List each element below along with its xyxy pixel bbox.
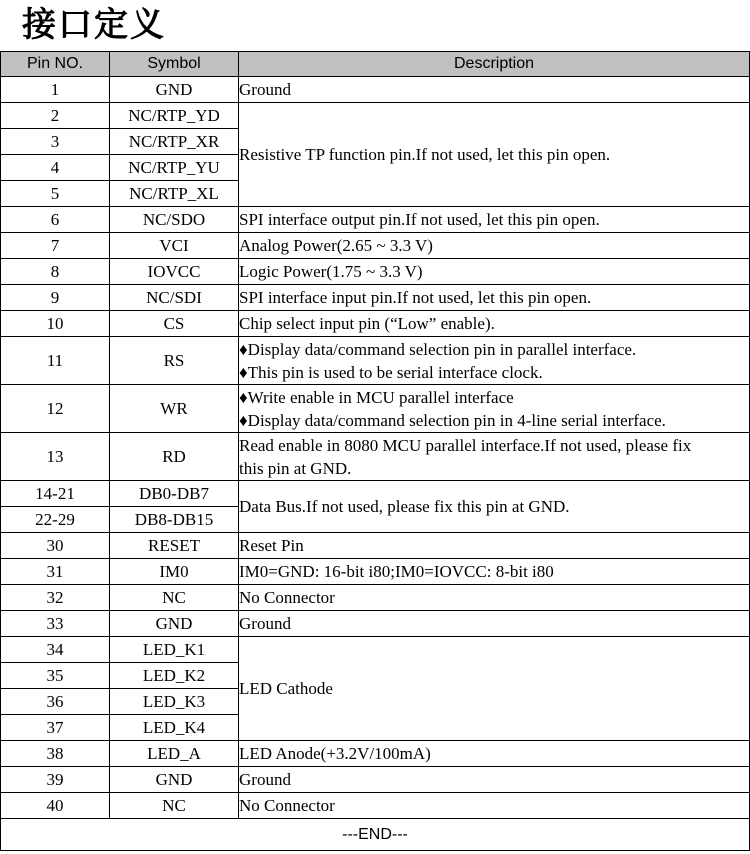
- table-footer-row: [1, 819, 750, 851]
- pin-description: [239, 385, 750, 433]
- pin-number: 4: [1, 155, 110, 181]
- description-line: ♦Display data/command selection pin in 4-line serial interface.: [239, 410, 666, 430]
- pin-description: [239, 207, 750, 233]
- pin-description: [239, 337, 750, 385]
- description-line: LED Cathode: [239, 679, 333, 698]
- pin-symbol: LED_A: [110, 741, 239, 767]
- header-description: Description: [239, 52, 750, 77]
- pin-number: 30: [1, 533, 110, 559]
- description-line: No Connector: [239, 796, 335, 815]
- description-line: Data Bus.If not used, please fix this pin at GND.: [239, 497, 570, 516]
- description-line: Resistive TP function pin.If not used, let this pin open.: [239, 145, 611, 164]
- table-header-row: [1, 52, 750, 77]
- page-title: 接口定义: [22, 5, 166, 45]
- description-line: IM0=GND: 16-bit i80;IM0=IOVCC: 8-bit i80: [239, 562, 554, 581]
- pin-description: [239, 585, 750, 611]
- pin-symbol: NC: [110, 585, 239, 611]
- description-line: this pin at GND.: [239, 458, 352, 478]
- pin-symbol: GND: [110, 767, 239, 793]
- pin-symbol: NC/RTP_XL: [110, 181, 239, 207]
- description-line: Ground: [239, 80, 291, 99]
- pin-symbol: LED_K2: [110, 663, 239, 689]
- pin-symbol: LED_K1: [110, 637, 239, 663]
- table-row: [1, 481, 750, 507]
- pin-symbol: RESET: [110, 533, 239, 559]
- table-row: [1, 259, 750, 285]
- pin-number: 37: [1, 715, 110, 741]
- pin-description: [239, 433, 750, 481]
- table-row: [1, 103, 750, 129]
- table-row: [1, 611, 750, 637]
- pin-number: 32: [1, 585, 110, 611]
- pin-number: 31: [1, 559, 110, 585]
- pin-number: 9: [1, 285, 110, 311]
- description-line: ♦Display data/command selection pin in parallel interface.: [239, 339, 637, 359]
- pin-number: 2: [1, 103, 110, 129]
- pin-symbol: LED_K4: [110, 715, 239, 741]
- description-line: SPI interface output pin.If not used, let this pin open.: [239, 210, 600, 229]
- table-row: [1, 233, 750, 259]
- pin-symbol: LED_K3: [110, 689, 239, 715]
- description-line: SPI interface input pin.If not used, let this pin open.: [239, 288, 592, 307]
- description-line: No Connector: [239, 588, 335, 607]
- pin-description: [239, 767, 750, 793]
- pin-number: 7: [1, 233, 110, 259]
- pin-symbol: NC/RTP_YU: [110, 155, 239, 181]
- description-line: ♦This pin is used to be serial interface clock.: [239, 362, 543, 382]
- description-line: Chip select input pin (“Low” enable).: [239, 314, 495, 333]
- pin-symbol: IM0: [110, 559, 239, 585]
- pin-description: [239, 741, 750, 767]
- pin-symbol: NC/RTP_XR: [110, 129, 239, 155]
- description-line: Read enable in 8080 MCU parallel interface.If not used, please fix: [239, 435, 692, 455]
- pin-description: [239, 793, 750, 819]
- pin-description: [239, 77, 750, 103]
- table-row: [1, 311, 750, 337]
- pin-symbol: IOVCC: [110, 259, 239, 285]
- pin-number: 12: [1, 385, 110, 433]
- pin-table-body: [1, 77, 750, 851]
- pin-number: 36: [1, 689, 110, 715]
- pin-symbol: NC/RTP_YD: [110, 103, 239, 129]
- table-row: [1, 793, 750, 819]
- pin-symbol: WR: [110, 385, 239, 433]
- pin-description: [239, 233, 750, 259]
- table-row: [1, 533, 750, 559]
- pin-symbol: GND: [110, 611, 239, 637]
- pin-number: 5: [1, 181, 110, 207]
- pin-number: 10: [1, 311, 110, 337]
- table-row: [1, 433, 750, 481]
- table-row: [1, 585, 750, 611]
- description-line: Analog Power(2.65 ~ 3.3 V): [239, 236, 433, 255]
- pin-symbol: VCI: [110, 233, 239, 259]
- pin-number: 6: [1, 207, 110, 233]
- description-line: ♦Write enable in MCU parallel interface: [239, 387, 514, 407]
- pin-number: 38: [1, 741, 110, 767]
- header-symbol: Symbol: [110, 52, 239, 77]
- pin-symbol: RD: [110, 433, 239, 481]
- pin-description: [239, 311, 750, 337]
- pin-number: 39: [1, 767, 110, 793]
- description-line: Logic Power(1.75 ~ 3.3 V): [239, 262, 423, 281]
- table-row: [1, 637, 750, 663]
- table-row: [1, 207, 750, 233]
- pin-description: [239, 103, 750, 207]
- pin-description: [239, 481, 750, 533]
- pin-symbol: NC: [110, 793, 239, 819]
- table-row: [1, 767, 750, 793]
- table-row: [1, 385, 750, 433]
- pin-description: [239, 533, 750, 559]
- pin-number: 22-29: [1, 507, 110, 533]
- table-row: [1, 559, 750, 585]
- pin-number: 35: [1, 663, 110, 689]
- table-row: [1, 77, 750, 103]
- description-line: Ground: [239, 614, 291, 633]
- pin-definition-table: [0, 51, 750, 851]
- pin-description: [239, 559, 750, 585]
- end-marker: ---END---: [1, 819, 750, 851]
- pin-number: 3: [1, 129, 110, 155]
- pin-description: [239, 285, 750, 311]
- header-pin-no: Pin NO.: [1, 52, 110, 77]
- pin-symbol: RS: [110, 337, 239, 385]
- pin-symbol: CS: [110, 311, 239, 337]
- pin-number: 14-21: [1, 481, 110, 507]
- pin-symbol: DB0-DB7: [110, 481, 239, 507]
- description-line: LED Anode(+3.2V/100mA): [239, 744, 431, 763]
- description-line: Reset Pin: [239, 536, 304, 555]
- pin-description: [239, 611, 750, 637]
- pin-symbol: NC/SDO: [110, 207, 239, 233]
- pin-symbol: DB8-DB15: [110, 507, 239, 533]
- pin-number: 8: [1, 259, 110, 285]
- pin-number: 13: [1, 433, 110, 481]
- pin-number: 33: [1, 611, 110, 637]
- pin-number: 11: [1, 337, 110, 385]
- table-row: [1, 285, 750, 311]
- pin-number: 34: [1, 637, 110, 663]
- description-line: Ground: [239, 770, 291, 789]
- table-row: [1, 741, 750, 767]
- pin-description: [239, 259, 750, 285]
- pin-symbol: GND: [110, 77, 239, 103]
- pin-number: 1: [1, 77, 110, 103]
- table-row: [1, 337, 750, 385]
- pin-number: 40: [1, 793, 110, 819]
- pin-description: [239, 637, 750, 741]
- pin-symbol: NC/SDI: [110, 285, 239, 311]
